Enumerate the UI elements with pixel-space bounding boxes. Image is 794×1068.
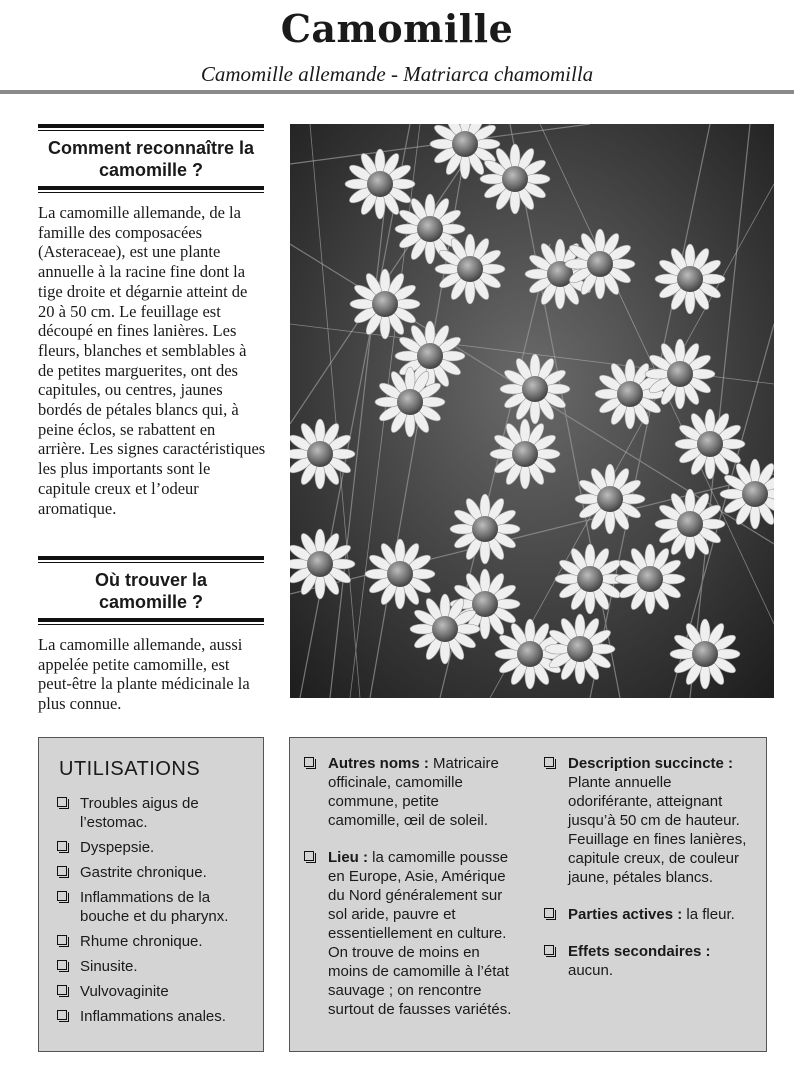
checkbox-icon [57, 1010, 67, 1020]
info-parties-actives: Parties actives : la fleur. [542, 905, 754, 924]
info-effets-secondaires: Effets secondaires : aucun. [542, 942, 754, 980]
info-column-right [542, 754, 754, 998]
checkbox-icon [57, 866, 67, 876]
list-item: Gastrite chronique. [55, 863, 255, 882]
utilisations-list [55, 794, 255, 1032]
section-body-where: La camomille allemande, aussi appelée petite camomille, est peut-être la plante médicinale la plus connue. [38, 635, 250, 714]
list-item: Dyspepsie. [55, 838, 255, 857]
section-heading-recognize: Comment reconnaître la camomille ? [38, 124, 264, 193]
section-heading-where: Où trouver la camomille ? [38, 556, 264, 625]
utilisations-title: UTILISATIONS [59, 758, 201, 780]
checkbox-icon [57, 985, 67, 995]
chamomile-photo [290, 124, 774, 698]
checkbox-icon [57, 797, 67, 807]
info-box [289, 737, 767, 1052]
list-item: Troubles aigus de l’estomac. [55, 794, 255, 832]
list-item: Sinusite. [55, 957, 255, 976]
page-title: Camomille [280, 6, 514, 51]
list-item: Inflammations de la bouche et du pharynx. [55, 888, 255, 926]
info-lieu: Lieu : la camomille pousse en Europe, Asie, Amérique du Nord généralement sur sol aride, pauvre et essentiellement en culture. On trouve de moins en moins de camomille à l’état sauvage ; on rencontre surtout de fausses variétés. [302, 848, 512, 1019]
info-column-left [302, 754, 512, 1037]
header-divider [0, 90, 794, 94]
section-body-recognize: La camomille allemande, de la famille des composacées (Asteraceae), est une plante annuelle à la racine fine dont la tige droite et dégarnie atteint de 20 à 50 cm. Le feuillage est découpé en fines lanières. Les fleurs, blanches et semblables à de petites marguerites, ont des capitules, ou centres, jaunes bordés de pétales blancs qui, à peine éclos, se rabattent en arrière. Les signes caractéristiques les plus importants sont le capitule creux et l’odeur aromatique. [38, 203, 266, 518]
checkbox-icon [544, 908, 554, 918]
list-item: Inflammations anales. [55, 1007, 255, 1026]
checkbox-icon [57, 891, 67, 901]
utilisations-box [38, 737, 264, 1052]
checkbox-icon [544, 945, 554, 955]
page-subtitle: Camomille allemande - Matriarca chamomilla [200, 62, 594, 86]
checkbox-icon [57, 935, 67, 945]
checkbox-icon [544, 757, 554, 767]
checkbox-icon [57, 960, 67, 970]
checkbox-icon [304, 851, 314, 861]
info-description: Description succincte : Plante annuelle odoriférante, atteignant jusqu’à 50 cm de hauteur. Feuillage en fines lanières, capitule creux, de couleur jaune, pétales blancs. [542, 754, 754, 887]
checkbox-icon [57, 841, 67, 851]
list-item: Vulvovaginite [55, 982, 255, 1001]
info-autres-noms: Autres noms : Matricaire officinale, camomille commune, petite camomille, œil de soleil. [302, 754, 512, 830]
checkbox-icon [304, 757, 314, 767]
list-item: Rhume chronique. [55, 932, 255, 951]
